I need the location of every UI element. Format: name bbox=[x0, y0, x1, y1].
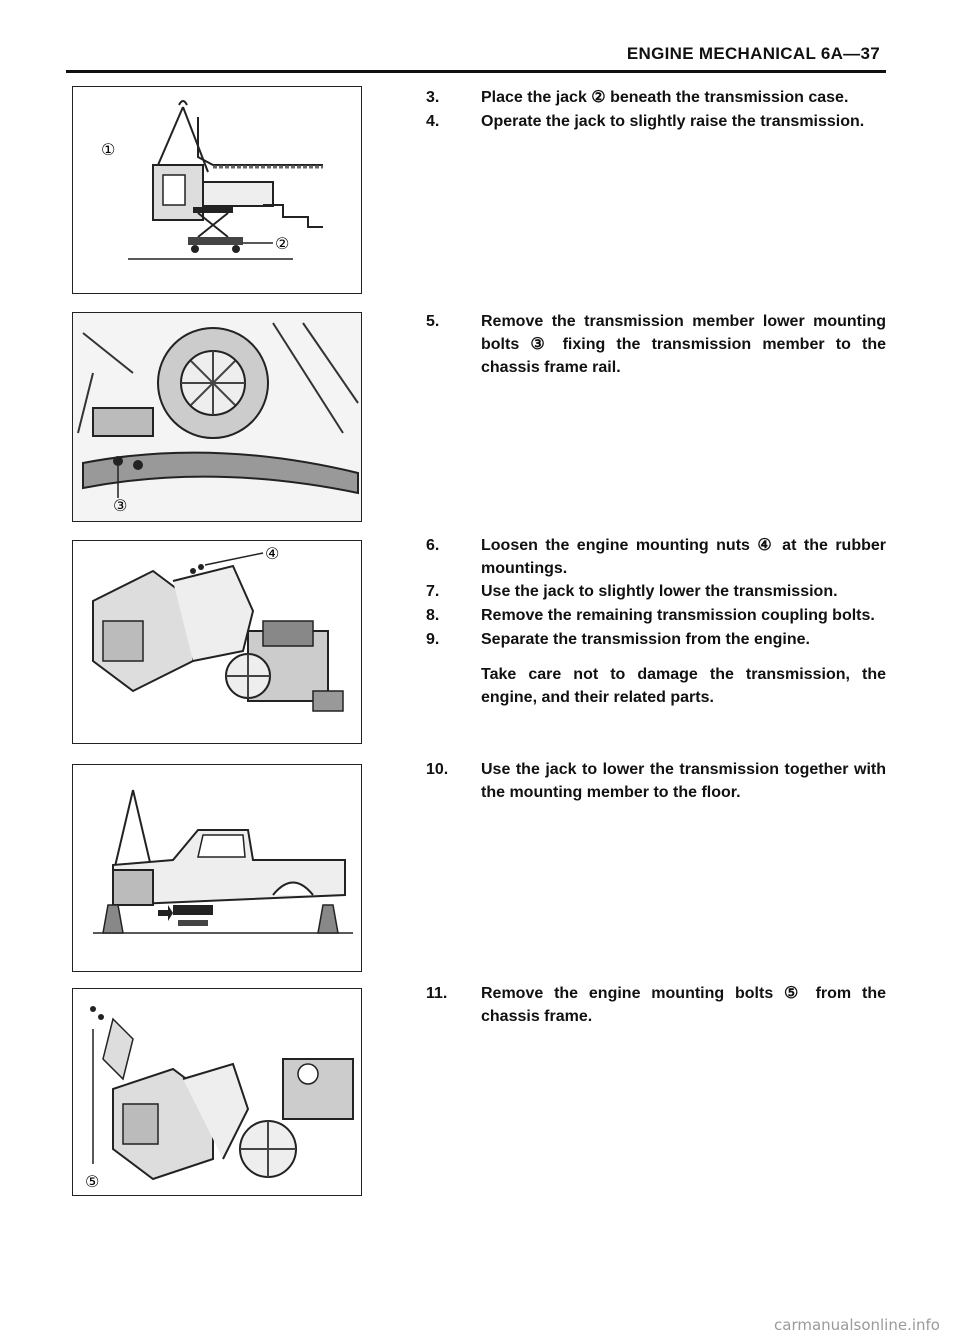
step-number: 8. bbox=[426, 607, 440, 624]
step-6 bbox=[426, 534, 886, 580]
step-number: 7. bbox=[426, 583, 440, 600]
step-text: Use the jack to lower the transmission together with the mounting member to the floor. bbox=[481, 761, 886, 801]
callout-1: ① bbox=[101, 140, 116, 159]
truck-lower-illustration bbox=[73, 765, 361, 971]
figure-member-bolts bbox=[72, 312, 362, 522]
step-8 bbox=[426, 604, 886, 627]
step-number: 6. bbox=[426, 537, 440, 554]
callout-4: ④ bbox=[265, 544, 280, 563]
step-10 bbox=[426, 758, 886, 804]
callout-3: ③ bbox=[113, 496, 128, 515]
step-4 bbox=[426, 110, 886, 133]
callout-5: ⑤ bbox=[85, 1172, 100, 1191]
step-text: Remove the engine mounting bolts ⑤ from the chassis frame. bbox=[481, 985, 886, 1025]
watermark: carmanualsonline.info bbox=[774, 1316, 940, 1334]
mounting-bolts-illustration bbox=[73, 989, 361, 1195]
member-bolts-illustration bbox=[73, 313, 361, 521]
figure-jack-raise bbox=[72, 86, 362, 294]
step-7 bbox=[426, 580, 886, 603]
step-text: Remove the remaining transmission coupling bolts. bbox=[481, 607, 875, 624]
jack-raise-illustration bbox=[73, 87, 361, 293]
step-number: 11. bbox=[426, 985, 448, 1002]
step-5 bbox=[426, 310, 886, 379]
step-note: Take care not to damage the transmission, the engine, and their related parts. bbox=[481, 666, 886, 706]
figure-truck-lower bbox=[72, 764, 362, 972]
page-header: ENGINE MECHANICAL 6A—37 bbox=[626, 44, 880, 63]
mounting-nuts-illustration bbox=[73, 541, 361, 743]
header-rule bbox=[66, 70, 886, 73]
figure-mounting-bolts bbox=[72, 988, 362, 1196]
step-text: Place the jack ② beneath the transmission case. bbox=[481, 89, 849, 106]
callout-2: ② bbox=[275, 234, 290, 253]
step-9 bbox=[426, 628, 886, 709]
step-text: Loosen the engine mounting nuts ④ at the rubber mountings. bbox=[481, 537, 886, 577]
step-text: Remove the transmission member lower mounting bolts ③ fixing the transmission member to the chassis frame rail. bbox=[481, 313, 886, 376]
step-text: Use the jack to slightly lower the transmission. bbox=[481, 583, 838, 600]
figure-mounting-nuts bbox=[72, 540, 362, 744]
step-number: 3. bbox=[426, 89, 440, 106]
step-3 bbox=[426, 86, 886, 109]
step-number: 4. bbox=[426, 113, 440, 130]
step-number: 9. bbox=[426, 631, 440, 648]
step-number: 5. bbox=[426, 313, 440, 330]
step-text: Operate the jack to slightly raise the transmission. bbox=[481, 113, 865, 130]
step-number: 10. bbox=[426, 761, 449, 778]
step-11 bbox=[426, 982, 886, 1028]
step-text: Separate the transmission from the engine. bbox=[481, 631, 810, 648]
